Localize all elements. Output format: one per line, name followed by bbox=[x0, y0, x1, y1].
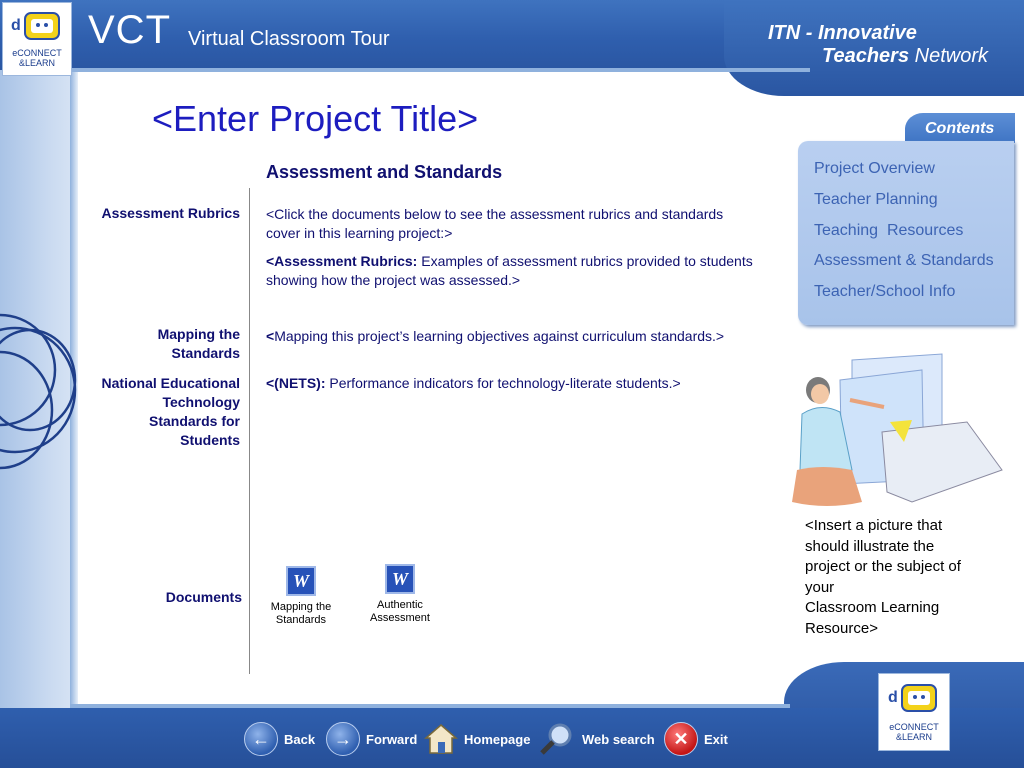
document-label-mapping-line2: Standards bbox=[275, 614, 327, 626]
logo-text-line2: &LEARN bbox=[895, 732, 932, 742]
footer-stripe bbox=[70, 704, 790, 708]
teacher-clipart-image bbox=[792, 352, 1004, 512]
mapping-text-bold: < bbox=[266, 328, 275, 344]
picture-note-line1: <Insert a picture that bbox=[805, 517, 943, 534]
word-document-icon: W bbox=[385, 564, 415, 594]
rubrics-detail-rest: Examples of assessment rubrics provided to students showing how the project was assessed.> bbox=[266, 253, 753, 288]
web-search-button[interactable] bbox=[538, 722, 655, 756]
document-label-mapping-line1: Mapping the bbox=[270, 601, 332, 613]
picture-note-line2: should illustrate the bbox=[805, 537, 935, 555]
forward-button[interactable] bbox=[326, 722, 417, 756]
label-nets-line2: Technology bbox=[162, 394, 240, 410]
arrow-left-icon: ← bbox=[244, 722, 278, 756]
label-nets-line3: Standards for bbox=[148, 413, 240, 429]
forward-label: Forward bbox=[366, 731, 418, 747]
document-label-mapping bbox=[271, 601, 332, 627]
picture-note-line5: Classroom Learning bbox=[805, 599, 940, 616]
label-mapping-standards bbox=[80, 325, 240, 363]
brand-line-2-bold: Teachers bbox=[822, 45, 910, 67]
logo-text-line1: eCONNECT bbox=[12, 48, 62, 58]
section-title: Assessment and Standards bbox=[266, 162, 503, 182]
menu-item-project-overview[interactable]: Project Overview bbox=[814, 160, 935, 177]
label-documents: Documents bbox=[165, 589, 242, 605]
exit-button[interactable] bbox=[664, 722, 728, 756]
header-stripe bbox=[70, 68, 810, 72]
menu-item-teaching-resources[interactable]: Teaching Resources bbox=[814, 222, 964, 239]
exit-label: Exit bbox=[704, 731, 728, 747]
logo-text-line2: &LEARN bbox=[18, 58, 55, 68]
back-label: Back bbox=[284, 731, 316, 747]
mapping-text bbox=[266, 327, 756, 346]
label-mapping-line1: Mapping the bbox=[157, 326, 240, 342]
nets-text-rest: Performance indicators for technology-literate students.> bbox=[325, 375, 681, 391]
app-title: VCT bbox=[88, 8, 171, 52]
menu-item-teacher-planning[interactable]: Teacher Planning bbox=[814, 191, 938, 208]
logo-monitor-icon bbox=[9, 10, 65, 48]
logo-text-line1: eCONNECT bbox=[889, 722, 939, 732]
homepage-button[interactable] bbox=[424, 722, 530, 756]
column-divider bbox=[249, 188, 250, 674]
nets-text-bold: <(NETS): bbox=[266, 375, 326, 391]
econnect-logo-top[interactable] bbox=[2, 2, 72, 76]
menu-item-assessment-standards[interactable]: Assessment & Standards bbox=[814, 252, 994, 269]
rubrics-detail-bold: <Assessment Rubrics: bbox=[266, 253, 418, 269]
rubrics-detail-text bbox=[266, 252, 756, 290]
label-nets-line4: Students bbox=[180, 432, 240, 448]
house-icon bbox=[424, 722, 458, 756]
nets-text bbox=[266, 374, 756, 393]
brand-line-2 bbox=[822, 45, 988, 68]
label-mapping-line2: Standards bbox=[171, 345, 240, 361]
homepage-label: Homepage bbox=[464, 731, 531, 747]
picture-placeholder-note bbox=[805, 516, 1000, 639]
picture-note-line4: your bbox=[805, 578, 835, 596]
rubrics-intro-text: <Click the documents below to see the assessment rubrics and standards cover in this learning project:> bbox=[266, 206, 724, 241]
econnect-logo-bottom[interactable] bbox=[878, 673, 950, 751]
label-assessment-rubrics: Assessment Rubrics bbox=[101, 205, 240, 221]
project-title: <Enter Project Title> bbox=[152, 98, 479, 139]
web-search-label: Web search bbox=[582, 731, 655, 747]
document-authentic-assessment[interactable] bbox=[362, 564, 438, 625]
contents-tab-label: Contents bbox=[925, 120, 995, 137]
document-label-authentic bbox=[370, 599, 430, 625]
app-subtitle: Virtual Classroom Tour bbox=[188, 28, 390, 50]
svg-text:d: d bbox=[888, 689, 898, 706]
arrow-right-icon: → bbox=[326, 722, 360, 756]
brand-line-2-rest: Network bbox=[909, 45, 988, 67]
brand-line-1: ITN - Innovative bbox=[768, 22, 917, 44]
label-nets-line1: National Educational bbox=[101, 375, 240, 391]
x-icon: ✕ bbox=[664, 722, 698, 756]
svg-text:d: d bbox=[11, 17, 21, 34]
word-document-icon: W bbox=[286, 566, 316, 596]
document-label-authentic-line1: Authentic bbox=[377, 599, 423, 611]
logo-monitor-icon bbox=[886, 682, 942, 722]
mapping-text-rest: Mapping this project’s learning objectives against curriculum standards.> bbox=[274, 328, 725, 344]
picture-note-line6: Resource> bbox=[805, 619, 878, 637]
label-nets bbox=[80, 374, 240, 450]
picture-note-line3: project or the subject of bbox=[805, 558, 961, 575]
document-label-authentic-line2: Assessment bbox=[370, 612, 430, 624]
back-button[interactable] bbox=[244, 722, 315, 756]
document-mapping-standards[interactable] bbox=[262, 566, 340, 627]
magnifier-icon bbox=[538, 722, 576, 756]
menu-item-teacher-school-info[interactable]: Teacher/School Info bbox=[814, 283, 956, 300]
